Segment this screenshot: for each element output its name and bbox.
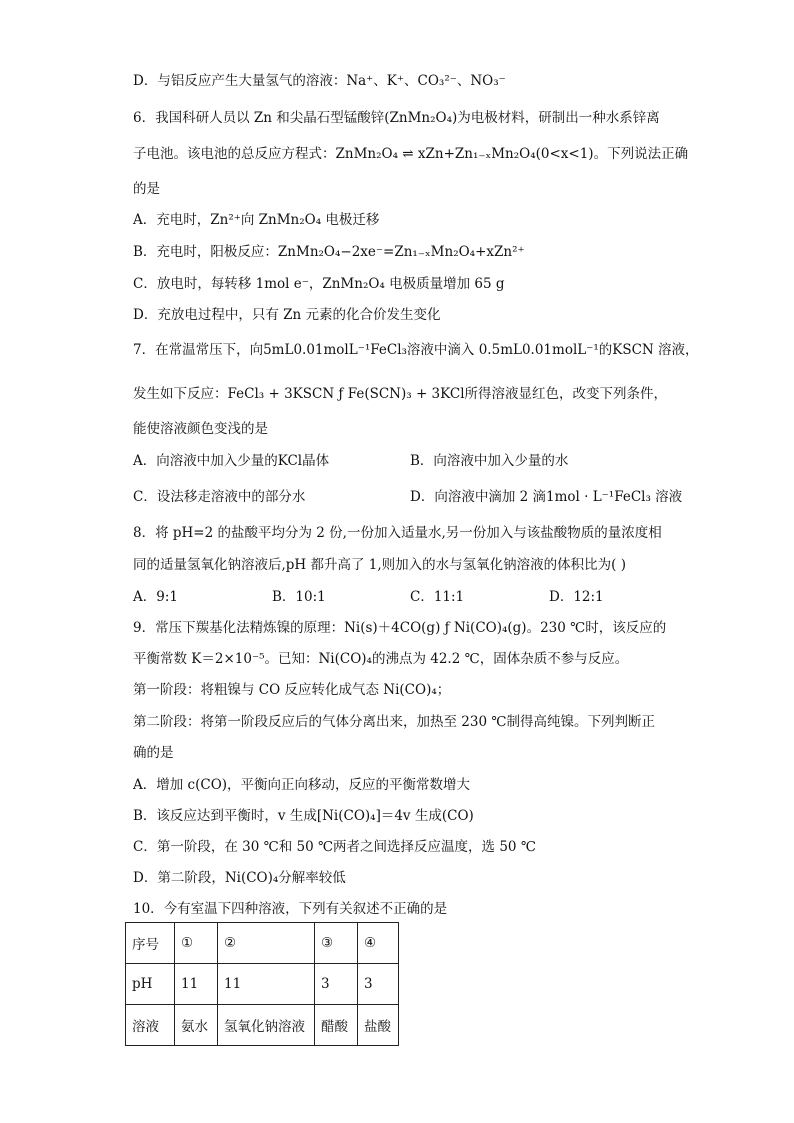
q9-option-c: C．第一阶段，在 30 ℃和 50 ℃两者之间选择反应温度，选 50 ℃ bbox=[133, 839, 536, 855]
q10-stem: 10．今有室温下四种溶液，下列有关叙述不正确的是 bbox=[133, 901, 448, 917]
table-cell: 11 bbox=[175, 964, 218, 1005]
q9-option-d: D．第二阶段，Ni(CO)₄分解率较低 bbox=[133, 870, 346, 886]
q8-stem-line2: 同的适量氢氧化钠溶液后,pH 都升高了 1,则加入的水与氢氧化钠溶液的体积比为( ) bbox=[133, 557, 626, 573]
q7-option-b: B．向溶液中加入少量的水 bbox=[410, 453, 569, 469]
q6-option-a: A．充电时，Zn²⁺向 ZnMn₂O₄ 电极迁移 bbox=[133, 212, 380, 228]
table-cell: 溶液 bbox=[126, 1005, 175, 1046]
table-cell: 盐酸 bbox=[358, 1005, 399, 1046]
q9-stage1: 第一阶段：将粗镍与 CO 反应转化成气态 Ni(CO)₄； bbox=[133, 682, 451, 698]
table-cell: ③ bbox=[315, 923, 358, 964]
q7-option-a: A．向溶液中加入少量的KCl晶体 bbox=[133, 453, 330, 469]
q6-stem-line3: 的是 bbox=[133, 181, 160, 197]
q8-option-a: A．9:1 bbox=[133, 589, 178, 605]
q9-stem-line1: 9．常压下羰基化法精炼镍的原理：Ni(s)＋4CO(g) ƒ Ni(CO)₄(g)。230 ℃时，该反应的 bbox=[133, 620, 667, 636]
q6-option-b: B．充电时，阳极反应：ZnMn₂O₄−2xe⁻=Zn₁₋ₓMn₂O₄+xZn²⁺ bbox=[133, 244, 525, 260]
q9-stage2-line2: 确的是 bbox=[133, 745, 174, 761]
q6-option-c: C．放电时，每转移 1mol e⁻，ZnMn₂O₄ 电极质量增加 65 g bbox=[133, 276, 505, 292]
q6-stem-line2: 子电池。该电池的总反应方程式：ZnMn₂O₄ ⇌ xZn+Zn₁₋ₓMn₂O₄(0<x<1)。下列说法正确 bbox=[133, 146, 689, 162]
table-cell: 3 bbox=[315, 964, 358, 1005]
table-cell: 序号 bbox=[126, 923, 175, 964]
table-cell: 氨水 bbox=[175, 1005, 218, 1046]
q8-option-d: D．12:1 bbox=[549, 589, 604, 605]
q8-option-b: B．10:1 bbox=[272, 589, 326, 605]
solutions-table bbox=[125, 922, 399, 1046]
q6-option-d: D．充放电过程中，只有 Zn 元素的化合价发生变化 bbox=[133, 307, 441, 323]
table-row bbox=[126, 923, 399, 964]
q9-option-a: A．增加 c(CO)，平衡向正向移动，反应的平衡常数增大 bbox=[133, 777, 471, 793]
table-row bbox=[126, 964, 399, 1005]
q9-option-b: B．该反应达到平衡时，v 生成[Ni(CO)₄]＝4v 生成(CO) bbox=[133, 808, 474, 824]
q7-option-c: C．设法移走溶液中的部分水 bbox=[133, 489, 306, 505]
q9-stage2-line1: 第二阶段：将第一阶段反应后的气体分离出来，加热至 230 ℃制得高纯镍。下列判断正 bbox=[133, 714, 655, 730]
q7-option-d: D．向溶液中滴加 2 滴1mol · L⁻¹FeCl₃ 溶液 bbox=[410, 489, 683, 505]
q7-stem-line1: 7．在常温常压下，向5mL0.01molL⁻¹FeCl₃溶液中滴入 0.5mL0.01molL⁻¹的KSCN 溶液， bbox=[133, 342, 699, 358]
table-row bbox=[126, 1005, 399, 1046]
q7-stem-line2: 发生如下反应：FeCl₃ + 3KSCN ƒ Fe(SCN)₃ + 3KCl所得溶液显红色，改变下列条件， bbox=[133, 386, 668, 402]
table-cell: 氢氧化钠溶液 bbox=[218, 1005, 315, 1046]
table-cell: pH bbox=[126, 964, 175, 1005]
q9-stem-line2: 平衡常数 K＝2×10⁻⁵。已知：Ni(CO)₄的沸点为 42.2 ℃，固体杂质不参与反应。 bbox=[133, 651, 629, 667]
q5-option-d: D．与铝反应产生大量氢气的溶液：Na⁺、K⁺、CO₃²⁻、NO₃⁻ bbox=[133, 73, 506, 89]
table-cell: ① bbox=[175, 923, 218, 964]
q8-option-c: C．11:1 bbox=[410, 589, 465, 605]
q7-stem-line3: 能使溶液颜色变浅的是 bbox=[133, 421, 268, 437]
table-cell: ④ bbox=[358, 923, 399, 964]
q6-stem-line1: 6．我国科研人员以 Zn 和尖晶石型锰酸锌(ZnMn₂O₄)为电极材料，研制出一种水系锌离 bbox=[133, 110, 660, 126]
table-cell: 11 bbox=[218, 964, 315, 1005]
table-cell: 3 bbox=[358, 964, 399, 1005]
table-cell: ② bbox=[218, 923, 315, 964]
q8-stem-line1: 8．将 pH=2 的盐酸平均分为 2 份,一份加入适量水,另一份加入与该盐酸物质的量浓度相 bbox=[133, 525, 662, 541]
table-cell: 醋酸 bbox=[315, 1005, 358, 1046]
